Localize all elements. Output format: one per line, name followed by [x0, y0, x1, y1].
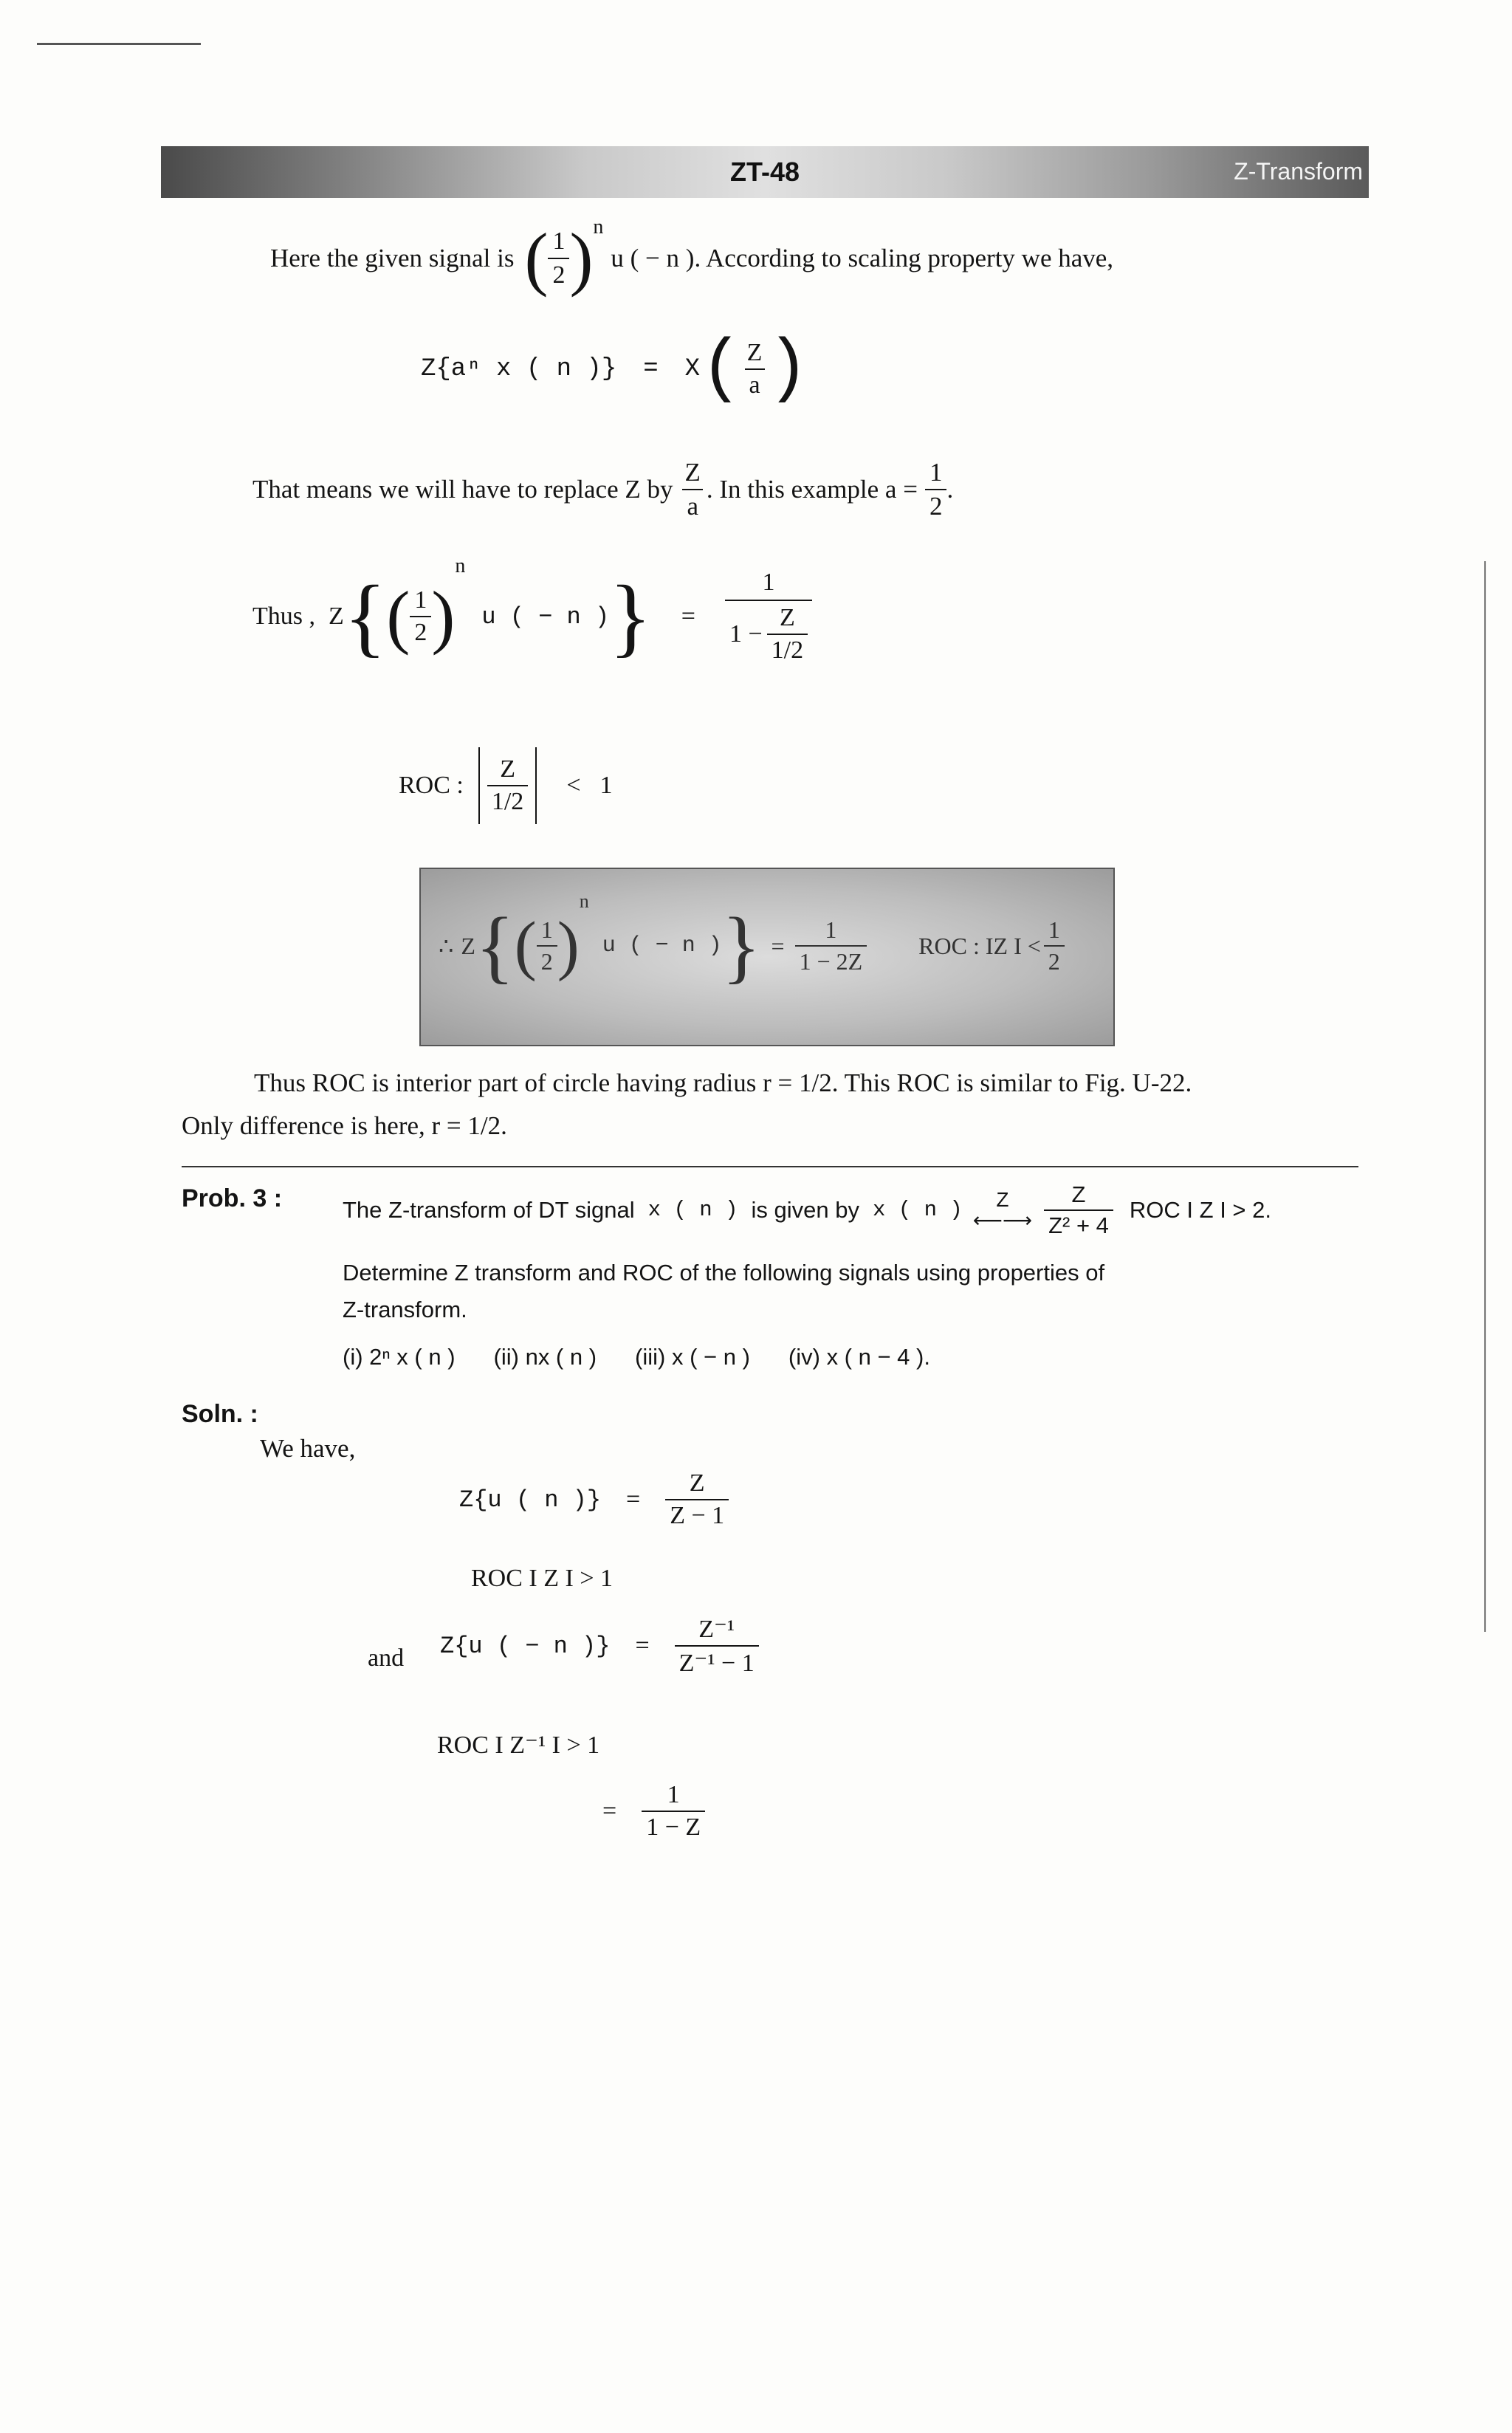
open-brace: { [475, 901, 515, 991]
fraction-num: 1 [929, 458, 943, 487]
fraction-num: 1 [414, 586, 427, 614]
intro-fraction [548, 227, 569, 290]
equals-sign: = [602, 1797, 617, 1825]
fraction-num: Z [684, 458, 701, 487]
z-symbol: Z [461, 932, 475, 959]
equals-sign: = [681, 603, 695, 630]
nested-fraction [767, 604, 808, 665]
fraction-den: a [745, 368, 765, 399]
fraction-num: 1 [667, 1781, 680, 1808]
equals-sign: = [771, 932, 785, 959]
z-symbol: Z [329, 603, 344, 630]
equals-sign: = [635, 1632, 650, 1659]
roc-relation: < [566, 772, 581, 799]
solution-equation-2 [440, 1614, 759, 1678]
z-transform-pair-arrow [973, 1190, 1032, 1231]
problem-statement-line-2: Determine Z transform and ROC of the following signals using properties of [343, 1260, 1105, 1286]
inner-fraction [410, 586, 431, 647]
intro-text: Here the given signal is [270, 244, 515, 272]
solution-label: Soln. : [182, 1400, 258, 1428]
part-iii: (iii) x ( − n ) [635, 1344, 750, 1370]
fraction-num: Z [689, 1469, 705, 1497]
a-fraction [925, 458, 947, 521]
boxed-tail: u ( − n ) [602, 933, 722, 958]
thus-tail: u ( − n ) [481, 603, 610, 631]
thus-rhs-fraction [725, 569, 812, 665]
fraction-num: Z [500, 755, 515, 783]
thus-equation [252, 555, 812, 665]
equals-sign: = [626, 1486, 641, 1513]
exponent: n [593, 216, 604, 239]
fraction-den: Z⁻¹ − 1 [675, 1645, 759, 1678]
replace-end: . [946, 475, 954, 504]
exponent: n [579, 891, 589, 912]
thus-prefix: Thus , [252, 603, 315, 630]
page-number: ZT-48 [729, 157, 800, 187]
fraction-den: 2 [1044, 945, 1065, 975]
problem-roc: ROC I Z I > 2. [1129, 1197, 1271, 1223]
fraction-den [725, 600, 812, 665]
conclusion-line-1: Thus ROC is interior part of circle having radius r = 1/2. This ROC is similar to Fig. U-22. [254, 1068, 1192, 1097]
replace-fraction [681, 458, 705, 521]
intro-line [270, 216, 1114, 298]
problem-statement-line-1 [343, 1181, 1271, 1239]
we-have-text: We have, [260, 1434, 356, 1463]
den-prefix: 1 − [729, 620, 763, 648]
open-paren: ( [700, 329, 743, 409]
problem-divider [182, 1166, 1358, 1167]
fraction-den: 1/2 [487, 785, 528, 816]
top-margin-rule [37, 43, 201, 45]
statement-before: The Z-transform of DT signal [343, 1197, 635, 1223]
abs-bar-left [478, 747, 480, 824]
open-paren: ( [524, 219, 549, 298]
fraction-den: Z² + 4 [1044, 1209, 1113, 1239]
problem-statement-line-3: Z-transform. [343, 1297, 467, 1322]
fraction-den: 1 − 2Z [795, 945, 867, 975]
abs-bar-right [535, 747, 537, 824]
fraction-num: 1 [762, 569, 775, 596]
close-brace: } [609, 567, 652, 665]
fraction-den: 2 [410, 616, 431, 647]
solution-equation-3 [602, 1781, 705, 1842]
replace-line [252, 458, 953, 521]
fraction-den: 1/2 [767, 634, 808, 665]
eq1-lhs: Z{u ( n )} [459, 1486, 602, 1514]
close-paren: ) [431, 577, 456, 656]
statement-mid: is given by [751, 1197, 859, 1223]
arrow-label: Z [996, 1188, 1009, 1211]
eq2-fraction [675, 1614, 759, 1678]
solution-equation-1 [459, 1469, 729, 1530]
boxed-equation [439, 891, 1065, 991]
exponent: n [455, 555, 466, 577]
scaling-rhs-prefix: X [684, 355, 701, 383]
page-header-bar [161, 146, 1369, 198]
close-paren: ) [569, 219, 594, 298]
fraction-num: 1 [1048, 916, 1060, 943]
and-text: and [368, 1644, 405, 1672]
problem-parts [343, 1344, 930, 1370]
boxed-rhs-fraction [795, 916, 867, 975]
signal-name: x ( n ) [647, 1198, 738, 1222]
eq3-fraction [642, 1781, 705, 1842]
roc-fraction [487, 755, 528, 816]
boxed-roc-fraction [1044, 916, 1065, 975]
section-title: Z-Transform [1234, 158, 1363, 185]
solution-roc-1: ROC I Z I > 1 [471, 1565, 613, 1592]
part-iv: (iv) x ( n − 4 ). [788, 1344, 930, 1370]
eq1-fraction [665, 1469, 729, 1530]
part-ii: (ii) nx ( n ) [493, 1344, 597, 1370]
fraction-num: 1 [825, 916, 837, 943]
open-paren: ( [386, 577, 410, 656]
close-paren: ) [766, 329, 810, 409]
conclusion-line-2: Only difference is here, r = 1/2. [182, 1111, 507, 1140]
fraction-num: Z⁻¹ [698, 1616, 735, 1643]
open-brace: { [343, 567, 387, 665]
equals-sign: = [643, 355, 659, 383]
fraction-den: 1 − Z [642, 1811, 705, 1842]
replace-text: That means we will have to replace Z by [252, 475, 673, 504]
open-paren: ( [514, 909, 537, 982]
double-arrow-icon: ⟵⟶ [972, 1209, 1033, 1232]
fraction-num: 1 [540, 916, 553, 943]
fraction-den: 2 [548, 258, 569, 290]
fraction-num: 1 [552, 227, 566, 255]
fraction-den: a [682, 489, 703, 521]
fraction-den: Z − 1 [665, 1499, 729, 1530]
fraction-num: Z [746, 339, 763, 366]
solution-roc-2: ROC I Z⁻¹ I > 1 [437, 1732, 600, 1759]
roc-equation [399, 747, 613, 824]
result-box [419, 868, 1115, 1046]
roc-label: ROC : [399, 772, 464, 799]
intro-tail: u ( − n ). According to scaling property we have, [611, 244, 1114, 272]
boxed-roc-label: ROC : IZ I < [918, 932, 1041, 959]
fraction-num: Z [1071, 1181, 1086, 1207]
fraction-den: 2 [537, 945, 557, 975]
close-paren: ) [557, 909, 580, 982]
close-brace: } [721, 901, 761, 991]
problem-label: Prob. 3 : [182, 1184, 283, 1212]
replace-middle: . In this example a = [706, 475, 918, 504]
part-i: (i) 2ⁿ x ( n ) [343, 1344, 456, 1370]
signal-name: x ( n ) [872, 1198, 963, 1222]
inner-fraction [537, 916, 557, 975]
therefore-symbol: ∴ [439, 933, 454, 959]
problem-fraction [1044, 1181, 1113, 1239]
fraction-num: Z [779, 604, 795, 631]
scaling-property-equation [421, 329, 810, 409]
page-edge-shadow [1484, 561, 1486, 1632]
scaling-lhs: Z{aⁿ x ( n )} [421, 355, 617, 383]
scaling-fraction [743, 339, 767, 399]
fraction-den: 2 [925, 489, 947, 521]
roc-value: 1 [599, 772, 613, 799]
eq2-lhs: Z{u ( − n )} [440, 1632, 611, 1660]
